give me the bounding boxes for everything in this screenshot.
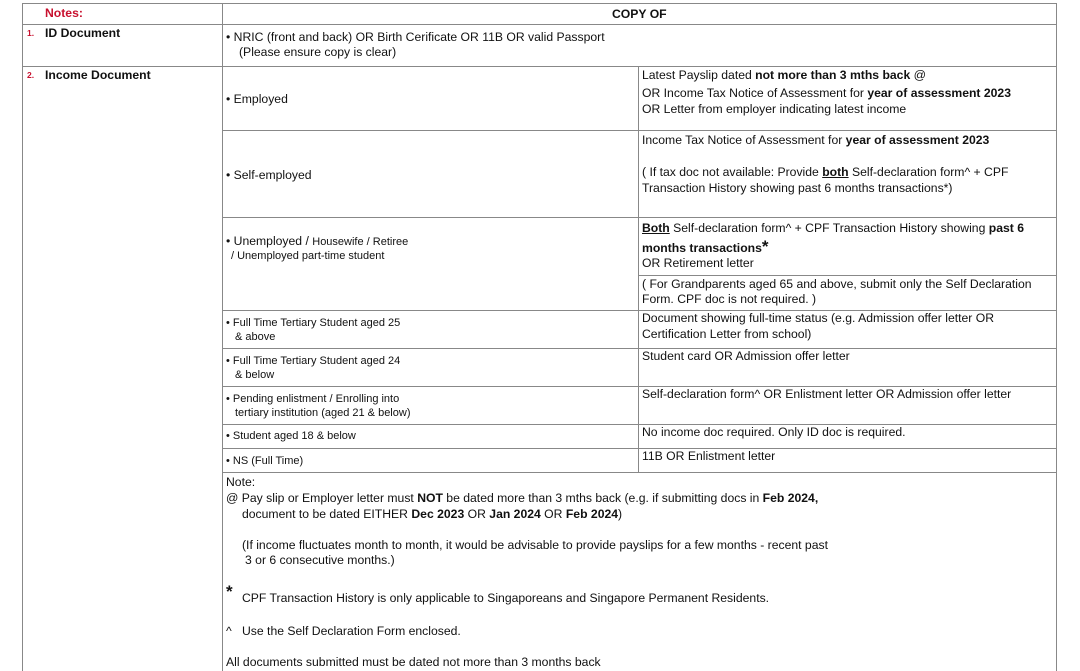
self-employed-requirement-line: ( If tax doc not available: Provide both Self-declaration form^ + CPF [642,165,1009,179]
employed-requirement-line: Latest Payslip dated not more than 3 mths back @ [642,68,927,82]
table-rule [222,130,1057,131]
employed-requirement-line: OR Income Tax Notice of Assessment for year of assessment 2023 [642,86,1011,100]
payslip-note-line: document to be dated EITHER Dec 2023 OR Jan 2024 OR Feb 2024) [242,507,623,521]
table-rule [222,3,223,671]
category-unemployed: • Unemployed / Housewife / Retiree [226,234,409,248]
section-title-income-document: Income Document [45,68,151,82]
caret-symbol: ^ [226,624,232,638]
category-employed: • Employed [226,92,288,106]
grandparents-note: Form. CPF doc is not required. ) [642,292,817,306]
category-pending-enlistment: • Pending enlistment / Enrolling into [226,393,400,405]
table-rule [222,217,1057,218]
final-dating-rule: All documents submitted must be dated not more than 3 months back [226,655,601,669]
asterisk-symbol: * [226,582,233,601]
category-ft-student-24-below-line2: & below [235,369,275,381]
unemployed-requirement-line: Both Self-declaration form^ + CPF Transaction History showing past 6 [642,221,1024,235]
notes-label: Notes: [45,6,83,20]
category-self-employed: • Self-employed [226,168,312,182]
note-label: Note: [226,475,256,489]
unemployed-requirement-line: OR Retirement letter [642,256,754,270]
self-declaration-form-note: Use the Self Declaration Form enclosed. [242,624,461,638]
table-rule [222,448,1057,449]
table-rule [22,66,1057,67]
payslip-note-line: @ Pay slip or Employer letter must NOT be dated more than 3 mths back (e.g. if submitting docs in Feb 2024, [226,491,819,505]
pending-requirement-line: Self-declaration form^ OR Enlistment letter OR Admission offer letter [642,387,1012,401]
fluctuating-income-note: (If income fluctuates month to month, it would be advisable to provide payslips for a few months - recent past [242,538,828,552]
self-employed-requirement-line: Income Tax Notice of Assessment for year of assessment 2023 [642,133,990,147]
fluctuating-income-note: 3 or 6 consecutive months.) [245,553,395,567]
table-rule [222,424,1057,425]
copy-of-heading: COPY OF [612,7,667,21]
grandparents-note: ( For Grandparents aged 65 and above, submit only the Self Declaration [642,277,1032,291]
table-rule [638,66,639,472]
id-document-options: • NRIC (front and back) OR Birth Cerificate OR 11B OR valid Passport [226,30,605,44]
ns-requirement-line: 11B OR Enlistment letter [642,449,776,463]
employed-requirement-line: OR Letter from employer indicating latest income [642,102,907,116]
category-student-18-below: • Student aged 18 & below [226,430,356,442]
category-unemployed-line2: / Unemployed part-time student [231,250,385,262]
category-ft-student-25-above-line2: & above [235,331,276,343]
table-rule [22,24,1057,25]
section-number: 2. [27,70,35,80]
category-ft-student-25-above: • Full Time Tertiary Student aged 25 [226,317,401,329]
category-ft-student-24-below: • Full Time Tertiary Student aged 24 [226,355,401,367]
table-rule [222,472,1057,473]
unemployed-requirement-line: months transactions* [642,237,769,256]
section-number: 1. [27,28,35,38]
table-rule [22,3,1057,4]
table-rule [222,348,1057,349]
cpf-applicability-note: CPF Transaction History is only applicable to Singaporeans and Singapore Permanent Residents. [242,591,770,605]
ft-24-requirement-line: Student card OR Admission offer letter [642,349,850,363]
category-pending-enlistment-line2: tertiary institution (aged 21 & below) [235,407,411,419]
ft-25-requirement-line: Certification Letter from school) [642,327,812,341]
student-18-requirement-line: No income doc required. Only ID doc is required. [642,425,906,439]
category-ns-full-time: • NS (Full Time) [226,455,304,467]
section-title-id-document: ID Document [45,26,121,40]
table-rule [638,275,1057,276]
self-employed-requirement-line: Transaction History showing past 6 months transactions*) [642,181,953,195]
ft-25-requirement-line: Document showing full-time status (e.g. Admission offer letter OR [642,311,995,325]
id-document-note: (Please ensure copy is clear) [239,45,397,59]
